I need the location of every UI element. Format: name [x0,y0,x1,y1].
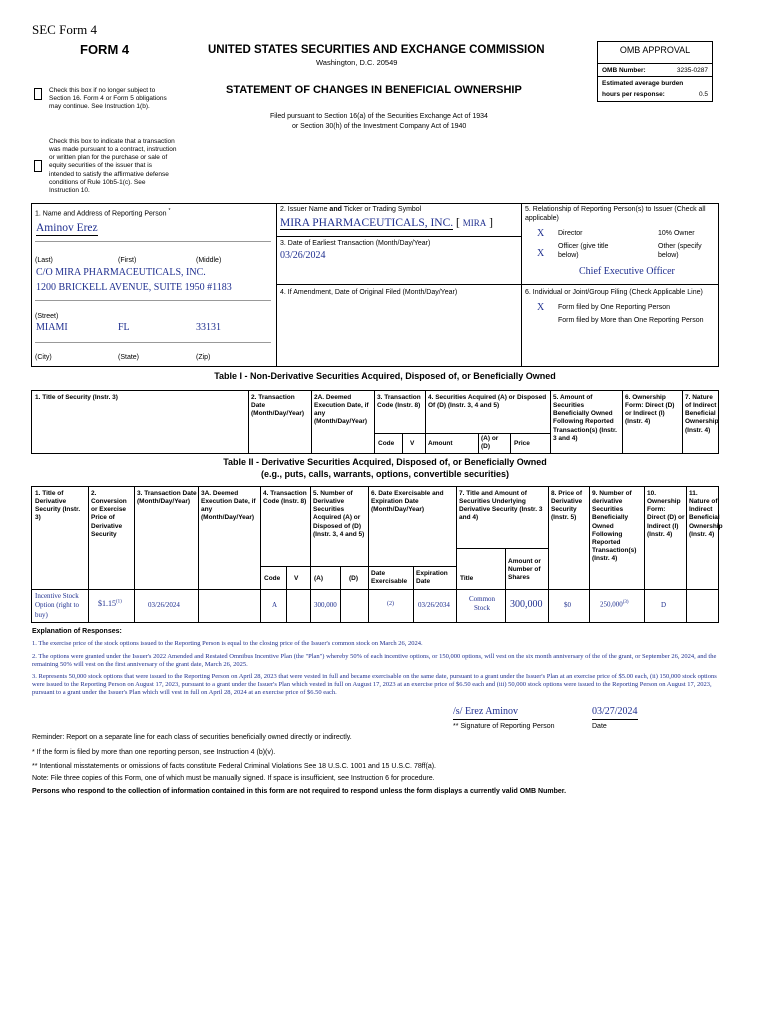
t1-col-date: 2. Transaction Date (Month/Day/Year) [251,394,305,418]
t1-col-ownership: 6. Ownership Form: Direct (D) or Indirect (I) (Instr. 4) [625,394,675,426]
row-expiration: 03/26/2034 [418,601,450,609]
row-acquired: 300,000 [314,601,337,609]
middle-label: (Middle) [196,257,222,264]
director-label: Director [558,230,583,237]
one-person-mark[interactable]: X [537,302,545,313]
row-security-title: Incentive Stock Option (right to buy) [35,592,79,619]
row-code: A [272,601,278,609]
t2-col-nature: 11. Nature of Indirect Beneficial Ownership (Instr. 4) [689,490,723,538]
signature-label: ** Signature of Reporting Person [453,723,555,730]
t1-sub-price: Price [514,440,530,447]
footnote-2: 2. The options were granted under the Issuer's 2022 Amended and Restated Omnibus Incentive Plan (the "Plan") whereby 50% of each incentive options, or 150,000 options, will vest on the six month anniversary of the of the grant, or September 26, 2024, and the remaining 50% will vest on the first anniversary of the grant date, March 26, 2025. [32,653,717,669]
row-ownership-form: D [661,601,667,609]
t2-col-ownership: 10. Ownership Form: Direct (D) or Indirect (I) (Instr. 4) [647,490,685,538]
t1-sub-amount: Amount [428,440,453,447]
section16-checkbox[interactable] [34,88,42,100]
t1-sub-aord: (A) or (D) [481,435,499,451]
row-underlying-title: Common Stock [468,595,496,613]
omb-burden-label: Estimated average burden [602,80,684,87]
rule10b5-text: Check this box to indicate that a transaction was made pursuant to a contract, instruction or written plan for the purchase or sale of equity securities of the issuer that is intended to satisfy the affirmative defense conditions of Rule 10b5-1(c). See Instruction 10. [49,138,177,194]
reminder-text: Reminder: Report on a separate line for each class of securities beneficially owned directly or indirectly. [32,734,352,741]
zip-value: 33131 [196,322,221,333]
earliest-date: 03/26/2024 [280,250,326,261]
officer-label: Officer (give title below) [558,243,609,259]
table2-title: Table II - Derivative Securities Acquired, Disposed of, or Beneficially Owned [223,457,547,467]
t2-sub-exercisable: Date Exercisable [371,570,408,586]
reporting-person-label: 1. Name and Address of Reporting Person * [35,208,171,218]
t2-sub-d: (D) [349,575,359,582]
t1-col-amount-owned: 5. Amount of Securities Beneficially Owned Following Reported Transaction(s) (Instr. 3 and 4) [553,394,617,442]
table2-subtitle: (e.g., puts, calls, warrants, options, convertible securities) [260,469,510,479]
t2-col-title: 1. Title of Derivative Security (Instr. 3) [35,490,81,522]
t1-col-deemed: 2A. Deemed Execution Date, if any (Month/Day/Year) [314,394,369,426]
issuer-ticker: MIRA [462,218,487,228]
one-person-label: Form filed by One Reporting Person [558,304,671,311]
t2-sub-amount: Amount or Number of Shares [508,558,541,582]
row-transaction-date: 03/26/2024 [148,601,180,609]
t2-col-code: 4. Transaction Code (Instr. 8) [263,490,307,506]
t2-col-deemed: 3A. Deemed Execution Date, if any (Month/Day/Year) [201,490,256,522]
signature-date: 03/27/2024 [592,706,638,720]
issuer-name-ticker: MIRA PHARMACEUTICALS, INC. [ MIRA ] [280,217,493,229]
last-label: (Last) [35,257,53,264]
t2-col-conversion: 2. Conversion or Exercise Price of Derivative Security [91,490,127,538]
reporting-person-name[interactable]: Aminov Erez [36,221,98,236]
rule10b5-checkbox[interactable] [34,160,42,172]
address-line-1: C/O MIRA PHARMACEUTICALS, INC. [36,267,206,278]
officer-title: Chief Executive Officer [579,266,675,277]
omb-approval-box [597,41,713,102]
footer-note-2: ** Intentional misstatements or omissions of facts constitute Federal Criminal Violations See 18 U.S.C. 1001 and 15 U.S.C. 78ff(a). [32,763,436,770]
amendment-label: 4. If Amendment, Date of Original Filed (Month/Day/Year) [280,289,458,296]
ten-percent-owner-label: 10% Owner [658,230,695,237]
footnote-3: 3. Represents 50,000 stock options that were issued to the Reporting Person on April 28, 2023 that were vested in full and became exercisable on the same date, pursuant to a grant under the Issuer's Plan at an exercise price of $5.00 each, (ii) 150,000 stock options were issued to the Reporting Person on August 17, 2023, pursuant to a grant under the Issuer's Plan which vested in full on August 17, 2023 at an exercise price of $6.50 each and (iii) 50,000 stock options were issued to the Reporting Person on August 17, 2023, pursuant to a grant under the Issuer's Plan which will vest in full on April 28, 2024 at an exercise price of $6.50 each. [32,673,717,697]
row-owned: 250,000$^{(3)}$ [600,600,629,609]
form-title: FORM 4 [80,42,130,57]
director-mark[interactable]: X [537,228,545,239]
t1-col-nature: 7. Nature of Indirect Beneficial Ownership (Instr. 4) [685,394,719,434]
t1-col-title: 1. Title of Security (Instr. 3) [35,394,118,401]
omb-hours: 0.5 [698,91,708,98]
t2-col-number: 5. Number of Derivative Securities Acquired (A) or Disposed of (D) (Instr. 3, 4 and 5) [313,490,365,538]
section16-text: Check this box if no longer subject to Section 16. Form 4 or Form 5 obligations may continue. See Instruction 1(b). [49,87,167,111]
relationship-label: 5. Relationship of Reporting Person(s) to Issuer (Check all applicable) [525,206,706,222]
t1-sub-v: V [410,440,415,447]
t2-col-date: 3. Transaction Date (Month/Day/Year) [137,490,197,506]
first-label: (First) [118,257,137,264]
footer-note-3: Note: File three copies of this Form, one of which must be manually signed. If space is insufficient, see Instruction 6 for procedure. [32,775,435,782]
address-line-2: 1200 BRICKELL AVENUE, SUITE 1950 #1183 [36,282,232,293]
row-derivative-price: $0 [564,601,571,609]
commission-city: Washington, D.C. 20549 [316,58,398,67]
filed-pursuant-2: or Section 30(h) of the Investment Company Act of 1940 [292,123,467,130]
row-conversion-price: $1.15$^{(1)}$ [98,599,122,608]
t2-sub-expiration: Expiration Date [416,570,448,586]
t2-sub-v: V [294,575,299,582]
officer-mark[interactable]: X [537,248,545,259]
t2-col-price: 8. Price of Derivative Security (Instr. 5) [551,490,583,522]
table1-title: Table I - Non-Derivative Securities Acquired, Disposed of, or Beneficially Owned [214,371,556,381]
sec-form-label: SEC Form 4 [32,22,98,37]
t1-sub-code: Code [378,440,395,447]
omb-number-label: OMB Number: [602,67,646,74]
more-persons-label: Form filed by More than One Reporting Person [558,317,704,324]
footnote-1: 1. The exercise price of the stock options issued to the Reporting Person is equal to the closing price of the Issuer's common stock on March 26, 2024. [32,640,423,647]
footer-note-1: * If the form is filed by more than one reporting person, see Instruction 4 (b)(v). [32,749,276,756]
street-label: (Street) [35,313,59,320]
footer-note-4: Persons who respond to the collection of information contained in this form are not required to respond unless the form displays a currently valid OMB Number. [32,788,567,795]
date-label: Date [592,723,607,730]
zip-label: (Zip) [196,354,211,361]
state-value: FL [118,322,130,333]
t1-col-code: 3. Transaction Code (Instr. 8) [377,394,421,410]
filed-pursuant-1: Filed pursuant to Section 16(a) of the Securities Exchange Act of 1934 [270,113,488,120]
statement-title: STATEMENT OF CHANGES IN BENEFICIAL OWNERSHIP [226,84,522,96]
t1-col-securities: 4. Securities Acquired (A) or Disposed Of (D) (Instr. 3, 4 and 5) [428,394,547,410]
state-label: (State) [118,354,140,361]
t2-sub-title: Title [460,575,474,582]
t2-col-underlying: 7. Title and Amount of Securities Underlying Derivative Security (Instr. 3 and 4) [459,490,543,522]
omb-number: 3235-0287 [676,67,708,74]
city-value: MIAMI [36,322,68,333]
omb-hours-label: hours per response: [602,91,665,98]
filing-label: 6. Individual or Joint/Group Filing (Check Applicable Line) [525,289,703,296]
city-label: (City) [35,354,52,361]
row-exercisable: (2) [387,601,394,607]
other-label: Other (specify below) [658,243,702,259]
row-underlying-shares: 300,000 [510,599,543,610]
issuer-name[interactable]: MIRA PHARMACEUTICALS, INC. [280,217,454,229]
omb-title: OMB APPROVAL [619,45,691,55]
t2-col-exercisable: 6. Date Exercisable and Expiration Date (Month/Day/Year) [371,490,444,514]
signature-name: /s/ Erez Aminov [453,706,518,720]
t2-sub-a: (A) [314,575,324,582]
t2-col-owned: 9. Number of derivative Securities Beneficially Owned Following Reported Transaction(s) (Instr. 4) [592,490,637,562]
explanation-title: Explanation of Responses: [32,628,122,635]
commission-title: UNITED STATES SECURITIES AND EXCHANGE COMMISSION [208,44,545,56]
t2-sub-code: Code [264,575,281,582]
issuer-label: 2. Issuer Name and Ticker or Trading Symbol [280,206,422,213]
earliest-date-label: 3. Date of Earliest Transaction (Month/Day/Year) [280,240,431,247]
